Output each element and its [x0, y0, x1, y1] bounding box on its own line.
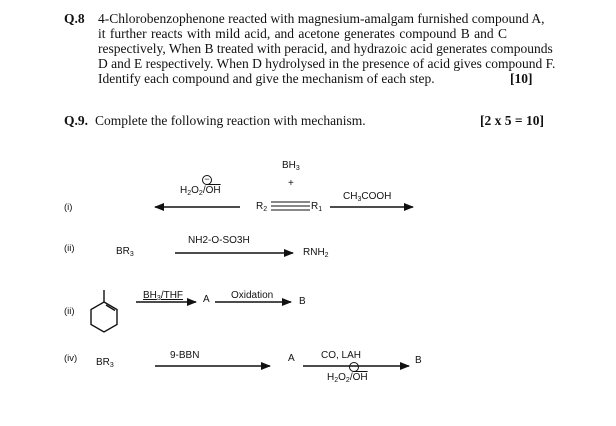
r3-reagent-bh3-thf: $BH_3$/THF — [143, 290, 184, 302]
r1-plus: + — [288, 178, 294, 189]
r4-reagent-h2o2-oh: $H_2O_2/\overline{OH}$ — [327, 372, 368, 384]
cyclohexene-structure — [91, 290, 117, 332]
r3-label: (ii) — [64, 306, 75, 317]
q9-title: Complete the following reaction with mechanism. — [95, 113, 366, 128]
q8-line-4: D and E respectively. When D hydrolysed in the presence of acid gives compound F. — [98, 56, 556, 71]
r1-label: (i) — [64, 202, 73, 213]
r2-product-rnh2: $RNH_2$ — [303, 247, 329, 259]
r1-r1-group: $R_1$ — [311, 201, 323, 213]
r2-reactant-br3: $BR_3$ — [116, 246, 134, 258]
r4-reagent-9bbn: 9-BBN — [170, 350, 200, 361]
q8-line-1: 4-Chlorobenzophenone reacted with magnesium-amalgam furnished compound A, — [98, 11, 545, 26]
q9-marks: [2 x 5 = 10] — [480, 113, 544, 128]
r4-label: (iv) — [64, 353, 78, 364]
r1-hydroxide-charge-icon: − — [202, 175, 212, 185]
r1-alkyne-triple-bond — [271, 202, 310, 210]
r3-intermediate-a: A — [203, 294, 210, 305]
q8-line-5: Identify each compound and give the mechanism of each step. — [98, 71, 435, 86]
q8-line-3: respectively, When B treated with peracid, and hydrazoic acid generates compounds — [98, 41, 553, 56]
q8-marks: [10] — [510, 71, 533, 86]
r2-label: (ii) — [64, 243, 75, 254]
r1-bh3: $BH_3$ — [282, 160, 300, 172]
r4-intermediate-a: A — [288, 353, 295, 364]
r2-reagent: NH2-O-SO3H — [188, 235, 250, 246]
r3-product-b: B — [299, 296, 306, 307]
r1-r2-group: $R_2$ — [256, 201, 268, 213]
r1-reagent-h2o2-oh: $H_2O_2/\overline{OH}$ — [180, 185, 221, 197]
q8-line-2: it further reacts with mild acid, and acetone generates compound B and C — [98, 26, 507, 41]
r4-hydroxide-charge-icon: − — [349, 362, 359, 372]
r4-reagent-co-lah: CO, LAH — [321, 350, 362, 361]
r4-reactant-br3: $BR_3$ — [96, 357, 114, 369]
q9-number: Q.9. — [64, 113, 89, 128]
r3-reagent-oxidation: Oxidation — [231, 290, 274, 301]
q8-number: Q.8 — [64, 11, 85, 26]
r1-reagent-acetic-acid: $CH_3COOH$ — [343, 191, 392, 203]
r4-product-b: B — [415, 355, 422, 366]
